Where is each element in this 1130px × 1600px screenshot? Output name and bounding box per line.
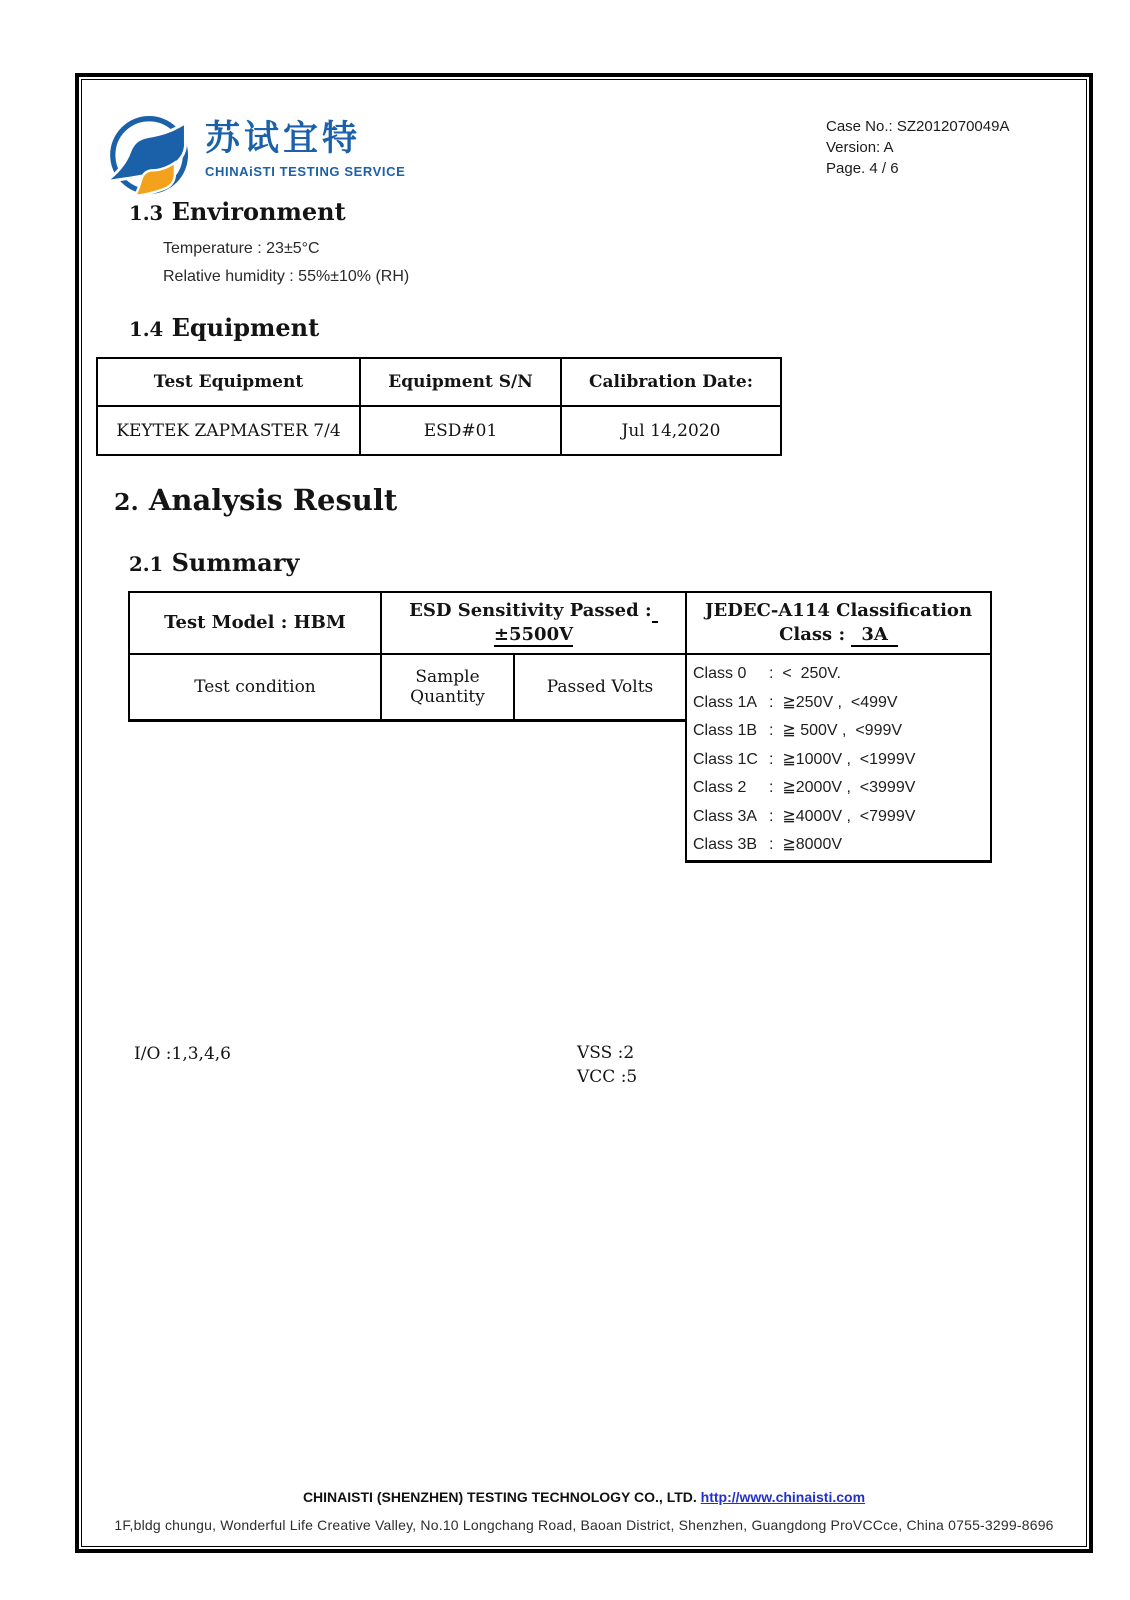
heading-summary-title: Summary	[171, 548, 300, 577]
jedec-header-title: JEDEC-A114 Classification	[704, 600, 973, 621]
jedec-class-list	[693, 660, 988, 860]
equipment-table-header-cell: Calibration Date:	[561, 358, 781, 406]
heading-equipment-num: 1.4	[129, 318, 164, 341]
jedec-class-line	[129, 760, 381, 779]
equipment-table-header-cell: Test Equipment	[97, 358, 360, 406]
equipment-table-header-cell: Equipment S/N	[360, 358, 561, 406]
jedec-class-line: Class 3B : ≧8000V	[693, 836, 843, 853]
footer-website-link[interactable]: http://www.chinaisti.com	[700, 1489, 866, 1505]
heading-analysis-title: Analysis Result	[148, 483, 398, 517]
environment-humidity: Relative humidity : 55%±10% (RH)	[163, 268, 410, 285]
subheader-passed-volts: Passed Volts	[514, 654, 686, 721]
heading-summary	[129, 548, 299, 577]
heading-environment	[129, 197, 346, 226]
esd-header-prefix: ESD Sensitivity Passed :	[409, 600, 652, 621]
jedec-class-line: Class 0 : < 250V.	[693, 665, 841, 682]
heading-environment-title: Environment	[171, 197, 346, 226]
esd-passed-value: ±5500V	[493, 624, 574, 645]
heading-analysis-result	[114, 483, 397, 517]
equipment-table-cell: ESD#01	[360, 406, 561, 455]
environment-temperature: Temperature : 23±5°C	[163, 240, 320, 257]
note-vcc-pin: VCC :5	[577, 1067, 638, 1087]
equipment-table-cell: Jul 14,2020	[561, 406, 781, 455]
jedec-class-line: Class 2 : ≧2000V , <3999V	[693, 779, 916, 796]
footer-address: 1F,bldg chungu, Wonderful Life Creative Valley, No.10 Longchang Road, Baoan District, Shenzhen, Guangdong ProVCCce, China 0755-3299-8696	[114, 1517, 1054, 1533]
equipment-table-cell: KEYTEK ZAPMASTER 7/4	[97, 406, 360, 455]
jedec-classification-cell	[686, 654, 991, 861]
case-info-block	[826, 116, 1009, 179]
jedec-class-line	[129, 798, 381, 817]
summary-subheader-row	[129, 654, 991, 721]
footer-company-line	[76, 1489, 1092, 1505]
version: Version: A	[826, 139, 894, 156]
jedec-class-line	[129, 741, 381, 760]
jedec-class-line	[129, 779, 381, 798]
jedec-class-line	[129, 817, 381, 836]
summary-table	[128, 591, 992, 863]
summary-esd-header	[381, 592, 686, 654]
summary-header-row	[129, 592, 991, 654]
page-number: Page. 4 / 6	[826, 160, 899, 177]
subheader-test-condition: Test condition	[129, 654, 381, 721]
summary-jedec-header	[686, 592, 991, 654]
heading-equipment	[129, 313, 319, 342]
equipment-table	[96, 357, 782, 456]
jedec-class-line: Class 3A : ≧4000V , <7999V	[693, 807, 916, 825]
subheader-sample-quantity: Sample Quantity	[381, 654, 514, 721]
table-row	[97, 406, 781, 455]
jedec-class-line: Class 1C : ≧1000V , <1999V	[693, 750, 916, 768]
jedec-class-prefix: Class :	[779, 624, 846, 645]
jedec-class-value: 3A	[851, 624, 898, 647]
jedec-class-line: Class 1B : ≧ 500V , <999V	[693, 722, 903, 739]
logo-chinese-name: 苏试宜特	[205, 119, 362, 159]
logo-tagline: CHINAiSTI TESTING SERVICE	[205, 163, 406, 179]
case-number: Case No.: SZ2012070049A	[826, 118, 1010, 135]
summary-model-header: Test Model : HBM	[129, 592, 381, 654]
note-vss-pin: VSS :2	[577, 1043, 635, 1063]
note-io-pins: I/O :1,3,4,6	[134, 1044, 231, 1064]
heading-analysis-num: 2.	[114, 488, 139, 516]
heading-environment-num: 1.3	[129, 202, 164, 225]
jedec-class-line	[129, 722, 381, 741]
heading-equipment-title: Equipment	[171, 313, 320, 342]
equipment-table-header-row	[97, 358, 781, 406]
footer-company-name: CHINAISTI (SHENZHEN) TESTING TECHNOLOGY CO., LTD.	[302, 1489, 697, 1505]
company-logo	[103, 112, 405, 198]
heading-summary-num: 2.1	[129, 553, 164, 576]
jedec-class-line: Class 1A : ≧250V , <499V	[693, 693, 898, 711]
logo-text	[205, 112, 405, 179]
logo-swoosh-icon	[103, 112, 199, 198]
